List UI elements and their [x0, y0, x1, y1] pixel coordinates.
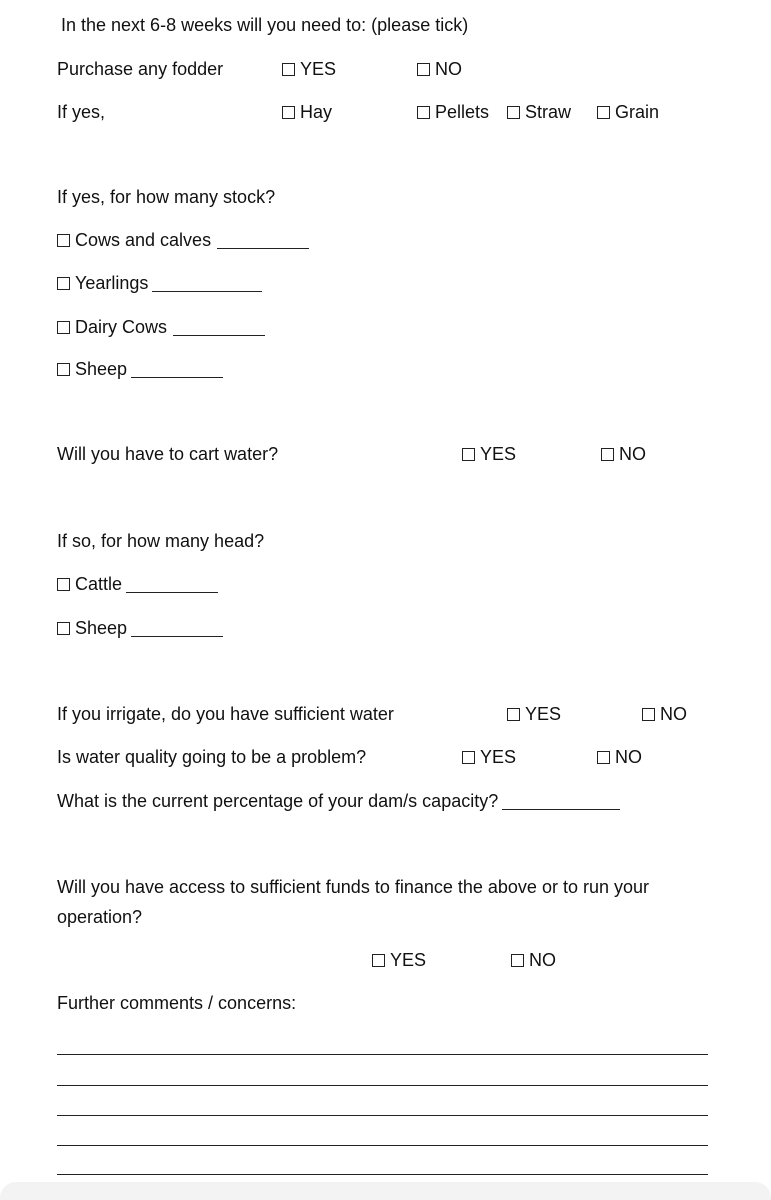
form-heading: In the next 6-8 weeks will you need to: (please tick): [61, 15, 469, 35]
fodder-yes-checkbox[interactable]: [282, 58, 336, 80]
fodder-type-label: Straw: [525, 102, 572, 122]
stock-item-yearlings[interactable]: [57, 272, 262, 294]
checkbox-icon: [597, 106, 610, 119]
funds-question-line1: Will you have access to sufficient funds to finance the above or to run your: [57, 877, 649, 897]
irrigate-no-label: NO: [660, 704, 687, 724]
if-yes-label: If yes,: [57, 102, 106, 122]
fodder-no-label: NO: [435, 59, 462, 79]
stock-item-cows-calves[interactable]: [57, 229, 309, 251]
fodder-type-label: Grain: [615, 102, 660, 122]
checkbox-icon: [462, 448, 475, 461]
checkbox-icon: [57, 234, 70, 247]
stock-count-field[interactable]: [173, 319, 265, 336]
water-quality-no-label: NO: [615, 747, 642, 767]
fodder-type-hay-checkbox[interactable]: [282, 101, 332, 123]
comments-label: Further comments / concerns:: [57, 993, 297, 1013]
dam-capacity-field[interactable]: [502, 793, 620, 810]
irrigate-question: If you irrigate, do you have sufficient water: [57, 704, 394, 724]
checkbox-icon: [642, 708, 655, 721]
cart-water-question: Will you have to cart water?: [57, 444, 279, 464]
cart-water-no-label: NO: [619, 444, 646, 464]
bottom-sheet-edge: [0, 1182, 771, 1200]
cart-water-yes-checkbox[interactable]: [462, 443, 516, 465]
comment-line[interactable]: [57, 1174, 708, 1175]
stock-count-field[interactable]: [131, 361, 223, 378]
irrigate-no-checkbox[interactable]: [642, 703, 687, 725]
stock-item-label: Yearlings: [75, 273, 149, 293]
funds-question-line2: operation?: [57, 907, 143, 927]
funds-yes-label: YES: [390, 950, 427, 970]
dam-capacity-row: [57, 790, 620, 812]
water-quality-yes-label: YES: [480, 747, 517, 767]
head-item-label: Cattle: [75, 574, 123, 594]
fodder-no-checkbox[interactable]: [417, 58, 462, 80]
checkbox-icon: [57, 321, 70, 334]
head-item-cattle[interactable]: [57, 573, 218, 595]
checkbox-icon: [57, 277, 70, 290]
water-quality-no-checkbox[interactable]: [597, 746, 642, 768]
checkbox-icon: [57, 578, 70, 591]
irrigate-yes-checkbox[interactable]: [507, 703, 561, 725]
head-count-field[interactable]: [131, 620, 223, 637]
funds-no-label: NO: [529, 950, 556, 970]
stock-item-dairy-cows[interactable]: [57, 316, 265, 338]
checkbox-icon: [57, 363, 70, 376]
head-item-label: Sheep: [75, 618, 128, 638]
checkbox-icon: [597, 751, 610, 764]
fodder-yes-label: YES: [300, 59, 337, 79]
water-quality-yes-checkbox[interactable]: [462, 746, 516, 768]
checkbox-icon: [282, 106, 295, 119]
dam-capacity-question: What is the current percentage of your dam/s capacity?: [57, 791, 499, 811]
fodder-type-pellets-checkbox[interactable]: [417, 101, 489, 123]
checkbox-icon: [601, 448, 614, 461]
stock-question: If yes, for how many stock?: [57, 187, 276, 207]
checkbox-icon: [372, 954, 385, 967]
stock-count-field[interactable]: [217, 232, 309, 249]
fodder-type-straw-checkbox[interactable]: [507, 101, 571, 123]
stock-item-label: Sheep: [75, 359, 128, 379]
checkbox-icon: [462, 751, 475, 764]
fodder-question: Purchase any fodder: [57, 59, 224, 79]
checkbox-icon: [282, 63, 295, 76]
head-item-sheep[interactable]: [57, 617, 223, 639]
comment-line[interactable]: [57, 1115, 708, 1116]
funds-no-checkbox[interactable]: [511, 949, 556, 971]
fodder-type-label: Pellets: [435, 102, 490, 122]
checkbox-icon: [417, 106, 430, 119]
funds-yes-checkbox[interactable]: [372, 949, 426, 971]
comment-line[interactable]: [57, 1145, 708, 1146]
stock-item-sheep[interactable]: [57, 358, 223, 380]
comment-line[interactable]: [57, 1085, 708, 1086]
stock-item-label: Cows and calves: [75, 230, 212, 250]
stock-count-field[interactable]: [152, 275, 262, 292]
cart-water-no-checkbox[interactable]: [601, 443, 646, 465]
fodder-type-grain-checkbox[interactable]: [597, 101, 659, 123]
cart-water-yes-label: YES: [480, 444, 517, 464]
checkbox-icon: [507, 708, 520, 721]
irrigate-yes-label: YES: [525, 704, 562, 724]
checkbox-icon: [511, 954, 524, 967]
comment-line[interactable]: [57, 1054, 708, 1055]
checkbox-icon: [417, 63, 430, 76]
head-question: If so, for how many head?: [57, 531, 265, 551]
fodder-type-label: Hay: [300, 102, 333, 122]
water-quality-question: Is water quality going to be a problem?: [57, 747, 367, 767]
checkbox-icon: [507, 106, 520, 119]
head-count-field[interactable]: [126, 576, 218, 593]
checkbox-icon: [57, 622, 70, 635]
stock-item-label: Dairy Cows: [75, 317, 168, 337]
